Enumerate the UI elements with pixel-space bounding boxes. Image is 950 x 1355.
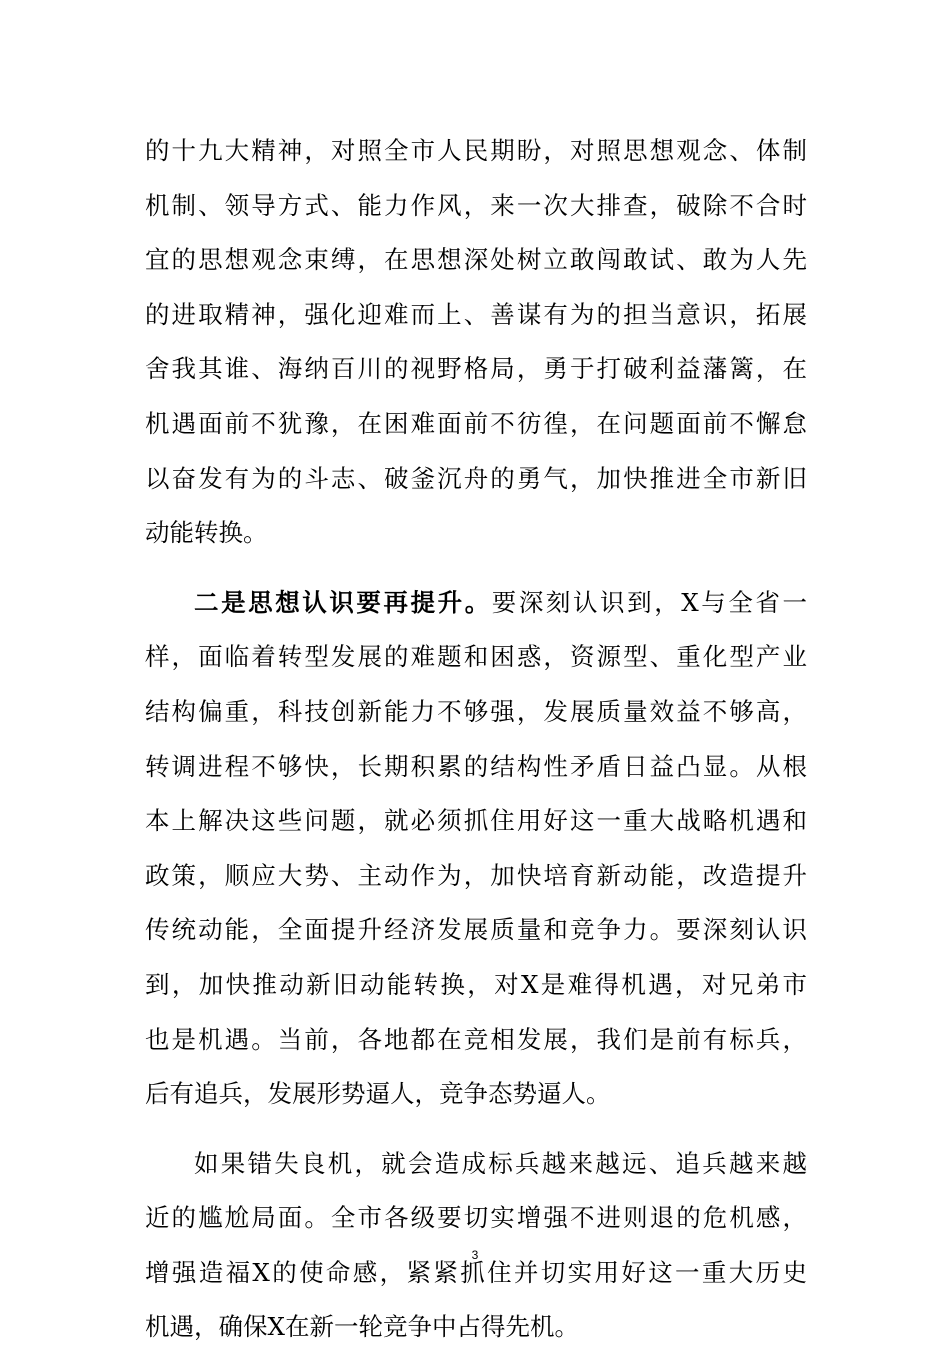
text-line-first: 如果错失良机，就会造成标兵越来越远、追兵越来越	[194, 1148, 807, 1178]
paragraph-2	[145, 576, 807, 1122]
text-line-first	[145, 576, 807, 631]
paragraph-3	[145, 1137, 807, 1355]
text-line: 的十九大精神，对照全市人民期盼，对照思想观念、体制	[145, 136, 807, 165]
text-line: 机遇，确保X在新一轮竞争中占得先机。	[145, 1312, 579, 1342]
text-line: 转调进程不够快，长期积累的结构性矛盾日益凸显。从根	[145, 751, 807, 781]
text-line: 政策，顺应大势、主动作为，加快培育新动能，改造提升	[145, 860, 807, 890]
text-line: 机制、领导方式、能力作风，来一次大排查，破除不合时	[145, 190, 807, 220]
page-number: 3	[471, 1248, 479, 1262]
text-line: 宜的思想观念束缚，在思想深处树立敢闯敢试、敢为人先	[145, 245, 807, 275]
paragraph-gap	[145, 561, 807, 576]
text-line: 也是机遇。当前，各地都在竞相发展，我们是前有标兵，	[145, 1024, 807, 1054]
text-line: 结构偏重，科技创新能力不够强，发展质量效益不够高，	[145, 696, 807, 726]
text-line: 机遇面前不犹豫，在困难面前不彷徨，在问题面前不懈怠	[145, 408, 807, 438]
text-line: 以奋发有为的斗志、破釜沉舟的勇气，加快推进全市新旧	[145, 463, 807, 493]
text-line: 后有追兵，发展形势逼人，竞争态势逼人。	[145, 1079, 611, 1109]
text-line: 近的尴尬局面。全市各级要切实增强不进则退的危机感，	[145, 1203, 807, 1233]
text-line: 本上解决这些问题，就必须抓住用好这一重大战略机遇和	[145, 806, 807, 836]
text-span: 要深刻认识到，X与全省一	[491, 587, 807, 617]
paragraph-1	[145, 124, 807, 561]
paragraph-heading: 二是思想认识要再提升。	[194, 587, 492, 617]
text-line: 样，面临着转型发展的难题和困惑，资源型、重化型产业	[145, 642, 807, 672]
text-line: 传统动能，全面提升经济发展质量和竞争力。要深刻认识	[145, 915, 807, 945]
document-body	[145, 124, 807, 1355]
text-line: 到，加快推动新旧动能转换，对X是难得机遇，对兄弟市	[145, 969, 807, 999]
text-line: 动能转换。	[145, 518, 268, 548]
text-line: 增强造福X的使命感，紧紧抓住并切实用好这一重大历史	[145, 1257, 807, 1287]
text-line: 舍我其谁、海纳百川的视野格局，勇于打破利益藩篱，在	[145, 354, 807, 384]
paragraph-gap	[145, 1122, 807, 1137]
text-line: 的进取精神，强化迎难而上、善谋有为的担当意识，拓展	[145, 299, 807, 329]
